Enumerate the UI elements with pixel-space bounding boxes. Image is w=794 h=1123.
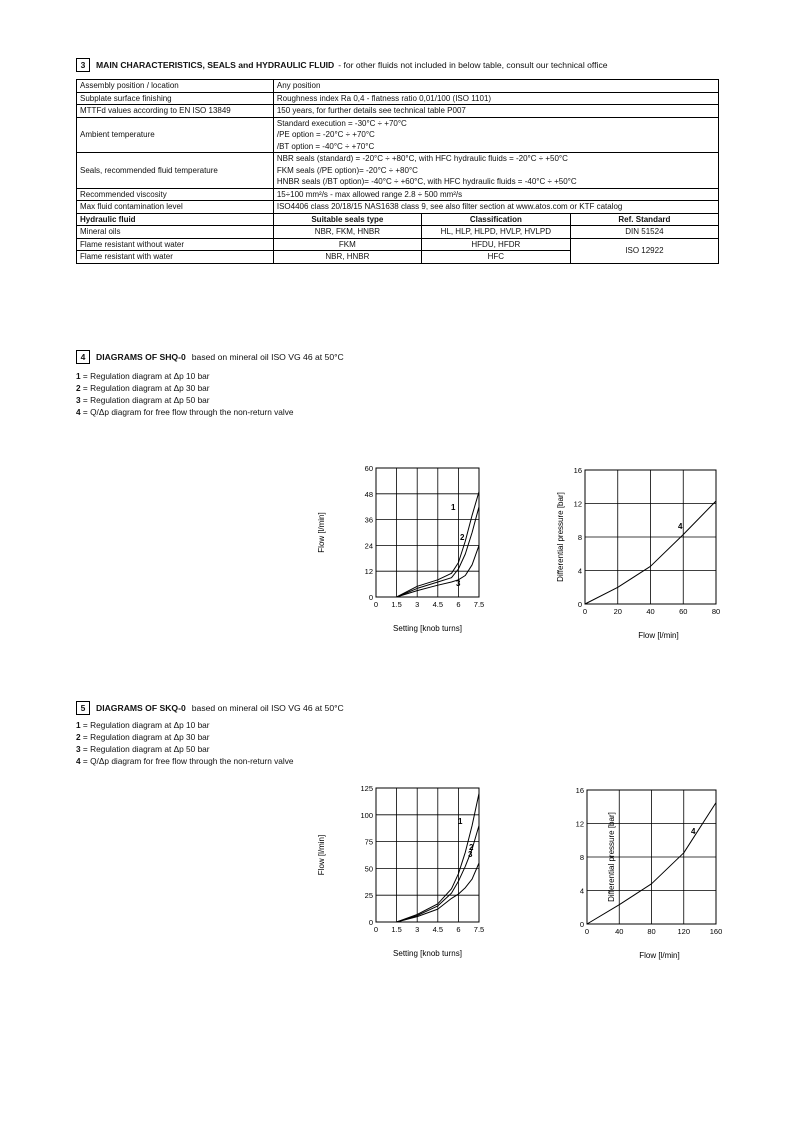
fluid-cell: Mineral oils [77, 226, 274, 239]
table-row [77, 92, 719, 105]
y-tick-label: 0 [577, 600, 582, 609]
x-axis-label: Setting [knob turns] [393, 624, 462, 633]
row-value [273, 188, 718, 201]
legend-number: 3 [76, 395, 81, 405]
row-label: Seals, recommended fluid temperature [77, 153, 274, 189]
section-number: 4 [76, 350, 90, 364]
legend-item [76, 370, 293, 382]
y-tick-label: 25 [364, 891, 373, 901]
plot-frame [376, 788, 479, 922]
column-header: Suitable seals type [273, 213, 421, 226]
series-label: 3 [468, 850, 473, 859]
row-value [273, 80, 718, 93]
shq-regulation-chart [310, 460, 490, 640]
row-value [273, 105, 718, 118]
legend-number: 4 [76, 407, 81, 417]
legend-separator: = [80, 407, 91, 417]
table-row [77, 117, 719, 153]
diagram-legend [76, 370, 293, 418]
y-tick-label: 36 [364, 515, 373, 525]
y-tick-label: 0 [579, 920, 584, 929]
section-title: MAIN CHARACTERISTICS, SEALS and HYDRAULIC FLUID [96, 60, 335, 70]
value-line: Any position [276, 81, 321, 90]
skq-regulation-chart [310, 780, 490, 960]
legend-number: 2 [76, 383, 81, 393]
x-tick-label: 160 [709, 927, 723, 936]
section-title: DIAGRAMS OF SKQ-0 [96, 703, 186, 713]
section-title: DIAGRAMS OF SHQ-0 [96, 352, 186, 362]
y-axis-label: Flow [l/min] [317, 834, 326, 876]
legend-separator: = [80, 395, 91, 405]
y-tick-label: 75 [364, 837, 373, 847]
y-tick-label: 12 [364, 567, 373, 577]
y-tick-label: 4 [579, 886, 584, 896]
x-tick-label: 7.5 [473, 925, 485, 934]
x-tick-label: 0 [373, 925, 379, 934]
section-subtitle: - for other fluids not included in below table, consult our technical office [338, 60, 608, 70]
value-line: FKM seals (/PE option)= -20°C ÷ +80°C [276, 165, 418, 175]
legend-item [76, 382, 293, 394]
x-tick-label: 1.5 [391, 600, 402, 609]
x-tick-label: 120 [677, 927, 691, 936]
section-subtitle: based on mineral oil ISO VG 46 at 50°C [191, 352, 344, 362]
row-label: MTTFd values according to EN ISO 13849 [77, 105, 274, 118]
section-5-header [76, 701, 344, 715]
x-tick-label: 4.5 [432, 600, 444, 609]
series-label: 1 [451, 503, 456, 512]
value-line: NBR seals (standard) = -20°C ÷ +80°C, with HFC hydraulic fluids = -20°C ÷ +50°C [276, 154, 568, 163]
legend-text: Q/Δp diagram for free flow through the non-return valve [90, 756, 294, 766]
y-tick-label: 4 [577, 566, 582, 576]
row-label: Max fluid contamination level [77, 201, 274, 214]
x-tick-label: 60 [679, 607, 688, 616]
legend-separator: = [80, 756, 91, 766]
legend-number: 4 [76, 756, 81, 766]
legend-text: Regulation diagram at Δp 10 bar [90, 371, 210, 381]
x-tick-label: 6 [456, 925, 461, 934]
y-tick-label: 50 [364, 864, 373, 874]
seals-cell: NBR, FKM, HNBR [273, 226, 421, 239]
row-value [273, 153, 718, 189]
series-label: 4 [691, 827, 696, 836]
x-tick-label: 40 [615, 927, 624, 936]
y-tick-label: 16 [575, 786, 584, 795]
x-axis-label: Setting [knob turns] [393, 949, 462, 958]
x-tick-label: 20 [613, 607, 622, 616]
value-line: /PE option = -20°C ÷ +70°C [276, 130, 375, 139]
section-number: 5 [76, 701, 90, 715]
y-tick-label: 8 [577, 533, 582, 542]
legend-text: Regulation diagram at Δp 50 bar [90, 395, 210, 405]
x-tick-label: 0 [584, 927, 590, 936]
standard-cell: DIN 51524 [570, 226, 718, 239]
y-axis-label: Differential pressure [bar] [556, 492, 565, 582]
shq-pressure-chart [550, 460, 730, 640]
diagram-legend [76, 719, 293, 767]
seals-cell: FKM [273, 238, 421, 251]
x-tick-label: 7.5 [473, 600, 485, 609]
section-4-header [76, 350, 344, 364]
legend-number: 2 [76, 732, 81, 742]
y-tick-label: 12 [575, 819, 584, 829]
x-tick-label: 0 [373, 600, 379, 609]
legend-separator: = [80, 383, 91, 393]
series-label: 2 [469, 843, 474, 852]
section-subtitle: based on mineral oil ISO VG 46 at 50°C [191, 703, 344, 713]
legend-text: Regulation diagram at Δp 50 bar [90, 744, 210, 754]
row-label: Assembly position / location [77, 80, 274, 93]
legend-separator: = [80, 371, 91, 381]
y-tick-label: 0 [368, 593, 373, 602]
value-line: ISO4406 class 20/18/15 NAS1638 class 9, see also filter section at www.atos.com or KTF catalog [276, 202, 623, 211]
y-tick-label: 8 [579, 853, 584, 862]
x-tick-label: 6 [456, 600, 461, 609]
y-tick-label: 16 [573, 466, 582, 475]
value-line: 15÷100 mm²/s - max allowed range 2.8 ÷ 500 mm²/s [276, 189, 463, 199]
value-line: HNBR seals (/BT option)= -40°C ÷ +60°C, with HFC hydraulic fluids = -40°C ÷ +50°C [276, 177, 577, 186]
seals-cell: NBR, HNBR [273, 251, 421, 264]
x-tick-label: 3 [415, 925, 420, 934]
table-row [77, 105, 719, 118]
y-axis-label: Differential pressure [bar] [607, 812, 616, 902]
series-label: 3 [456, 579, 461, 588]
fluid-cell: Flame resistant without water [77, 238, 274, 251]
skq-pressure-chart [550, 780, 730, 960]
table-row [77, 201, 719, 214]
legend-separator: = [80, 720, 91, 730]
series-label: 4 [678, 522, 683, 531]
column-header: Hydraulic fluid [77, 213, 274, 226]
fluid-cell: Flame resistant with water [77, 251, 274, 264]
y-tick-label: 24 [364, 541, 373, 551]
row-label: Subplate surface finishing [77, 92, 274, 105]
x-tick-label: 80 [647, 927, 656, 936]
column-header: Classification [421, 213, 570, 226]
x-tick-label: 3 [415, 600, 420, 609]
series-label: 2 [460, 533, 465, 542]
row-label: Recommended viscosity [77, 188, 274, 201]
table-header-row [77, 213, 719, 226]
legend-item [76, 743, 293, 755]
x-axis-label: Flow [l/min] [639, 951, 680, 960]
y-tick-label: 100 [360, 810, 373, 820]
table-row [77, 226, 719, 239]
row-value [273, 117, 718, 153]
y-axis-label: Flow [l/min] [317, 512, 326, 553]
x-tick-label: 0 [582, 607, 588, 616]
x-tick-label: 80 [711, 607, 721, 616]
x-tick-label: 1.5 [391, 925, 402, 934]
table-row [77, 153, 719, 189]
value-line: Standard execution = -30°C ÷ +70°C [276, 118, 407, 128]
x-axis-label: Flow [l/min] [638, 631, 679, 640]
legend-text: Regulation diagram at Δp 30 bar [90, 732, 210, 742]
row-value [273, 92, 718, 105]
x-tick-label: 4.5 [432, 925, 444, 934]
legend-number: 3 [76, 744, 81, 754]
legend-item [76, 719, 293, 731]
legend-separator: = [80, 732, 91, 742]
legend-item [76, 731, 293, 743]
classification-cell: HFC [421, 251, 570, 264]
table-row [77, 188, 719, 201]
row-label: Ambient temperature [77, 117, 274, 153]
standard-cell: ISO 12922 [570, 238, 718, 263]
value-line: /BT option = -40°C ÷ +70°C [276, 141, 375, 151]
legend-item [76, 755, 293, 767]
legend-text: Q/Δp diagram for free flow through the non-return valve [90, 407, 294, 417]
y-tick-label: 125 [360, 784, 373, 793]
characteristics-table [76, 79, 719, 264]
section-3-header [76, 58, 608, 72]
x-tick-label: 40 [646, 607, 655, 616]
table-row [77, 238, 719, 251]
legend-text: Regulation diagram at Δp 10 bar [90, 720, 210, 730]
table-row [77, 80, 719, 93]
legend-item [76, 406, 293, 418]
legend-number: 1 [76, 371, 81, 381]
legend-text: Regulation diagram at Δp 30 bar [90, 383, 210, 393]
legend-separator: = [80, 744, 91, 754]
section-number: 3 [76, 58, 90, 72]
legend-item [76, 394, 293, 406]
classification-cell: HL, HLP, HLPD, HVLP, HVLPD [421, 226, 570, 239]
value-line: 150 years, for further details see technical table P007 [276, 106, 466, 115]
column-header: Ref. Standard [570, 213, 718, 226]
series-label: 1 [458, 817, 463, 826]
y-tick-label: 48 [364, 489, 373, 499]
row-value [273, 201, 718, 214]
legend-number: 1 [76, 720, 81, 730]
y-tick-label: 60 [364, 464, 373, 473]
y-tick-label: 12 [573, 499, 582, 509]
y-tick-label: 0 [368, 918, 373, 927]
value-line: Roughness index Ra 0,4 - flatness ratio 0,01/100 (ISO 1101) [276, 93, 492, 103]
classification-cell: HFDU, HFDR [421, 238, 570, 251]
